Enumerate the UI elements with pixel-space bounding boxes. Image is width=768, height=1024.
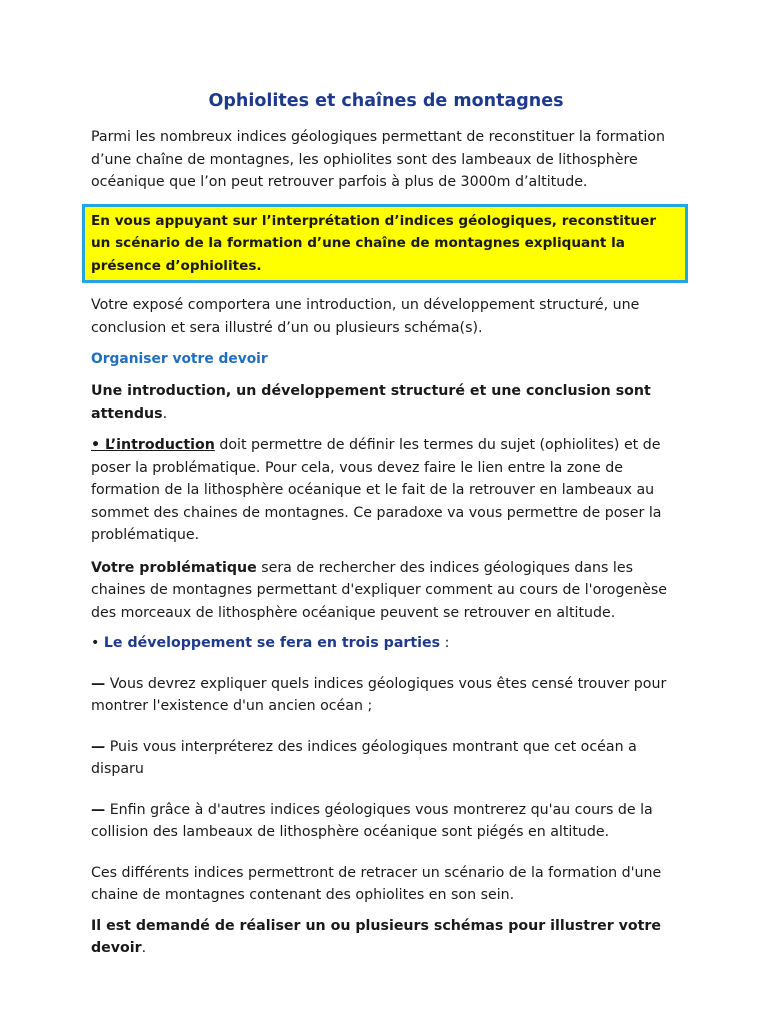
development-colon: : xyxy=(440,635,450,651)
assignment-text: En vous appuyant sur l’interprétation d’indices géologiques, reconstituer un scénario de la formation d’une chaîne de montagnes expliquant la présence d’ophiolites. xyxy=(91,212,657,274)
problematique-text: sera de rechercher des indices géologiques dans les chaines de montagnes permettant d'expliquer comment au cours de l'orogenèse des morceaux de lithosphère océanique peuvent se retrouver en altitude. xyxy=(91,559,668,621)
page-title: Ophiolites et chaînes de montagnes xyxy=(208,91,564,111)
document-page xyxy=(91,88,681,960)
dash-marker: — xyxy=(91,801,106,818)
indices-paragraph: Ces différents indices permettront de retracer un scénario de la formation d'une chaine de montagnes contenant des ophiolites en son sein. xyxy=(91,864,662,903)
introduction-text: doit permettre de définir les termes du sujet (ophiolites) et de poser la problématique. Pour cela, vous devez faire le lien entre la zone de formation de la lithosphère océanique et le fait de la retrouver en lambeaux au sommet des chaines de montagnes. Ce paradoxe va vous permettre de poser la problématique. xyxy=(91,437,662,543)
introduction-label: • L’introduction xyxy=(91,437,215,453)
final-paragraph xyxy=(91,915,681,960)
final-end: . xyxy=(141,940,147,956)
development-label: Le développement se fera en trois parties xyxy=(103,635,441,651)
problematique-label: Votre problématique xyxy=(91,559,257,576)
introduction-paragraph xyxy=(91,434,681,547)
part-1-text: Vous devrez expliquer quels indices géologiques vous êtes censé trouver pour montrer l'existence d'un ancien océan ; xyxy=(91,675,667,714)
dash-marker: — xyxy=(91,675,106,692)
development-part-2 xyxy=(91,736,681,781)
development-paragraph xyxy=(91,632,681,655)
assignment-box xyxy=(82,204,688,284)
expectations-bold: Une introduction, un développement structuré et une conclusion sont attendus xyxy=(91,383,651,422)
expose-paragraph: Votre exposé comportera une introduction, un développement structuré, une conclusion et sera illustré d’un ou plusieurs schéma(s). xyxy=(91,297,640,336)
development-part-1 xyxy=(91,673,681,718)
section-heading: Organiser votre devoir xyxy=(91,351,268,367)
expectations-paragraph xyxy=(91,380,681,425)
development-part-3 xyxy=(91,799,681,844)
expectations-end: . xyxy=(162,405,168,422)
final-bold: Il est demandé de réaliser un ou plusieurs schémas pour illustrer votre devoir xyxy=(91,917,662,956)
development-bullet: • xyxy=(91,635,104,651)
dash-marker: — xyxy=(91,738,106,755)
problematique-paragraph xyxy=(91,557,681,625)
part-3-text: Enfin grâce à d'autres indices géologiques vous montrerez qu'au cours de la collision des lambeaux de lithosphère océanique sont piégés en altitude. xyxy=(91,801,653,840)
intro-paragraph: Parmi les nombreux indices géologiques permettant de reconstituer la formation d’une chaîne de montagnes, les ophiolites sont des lambeaux de lithosphère océanique que l’on peut retrouver parfois à plus de 3000m d’altitude. xyxy=(91,129,665,190)
part-2-text: Puis vous interpréterez des indices géologiques montrant que cet océan a disparu xyxy=(91,738,637,777)
